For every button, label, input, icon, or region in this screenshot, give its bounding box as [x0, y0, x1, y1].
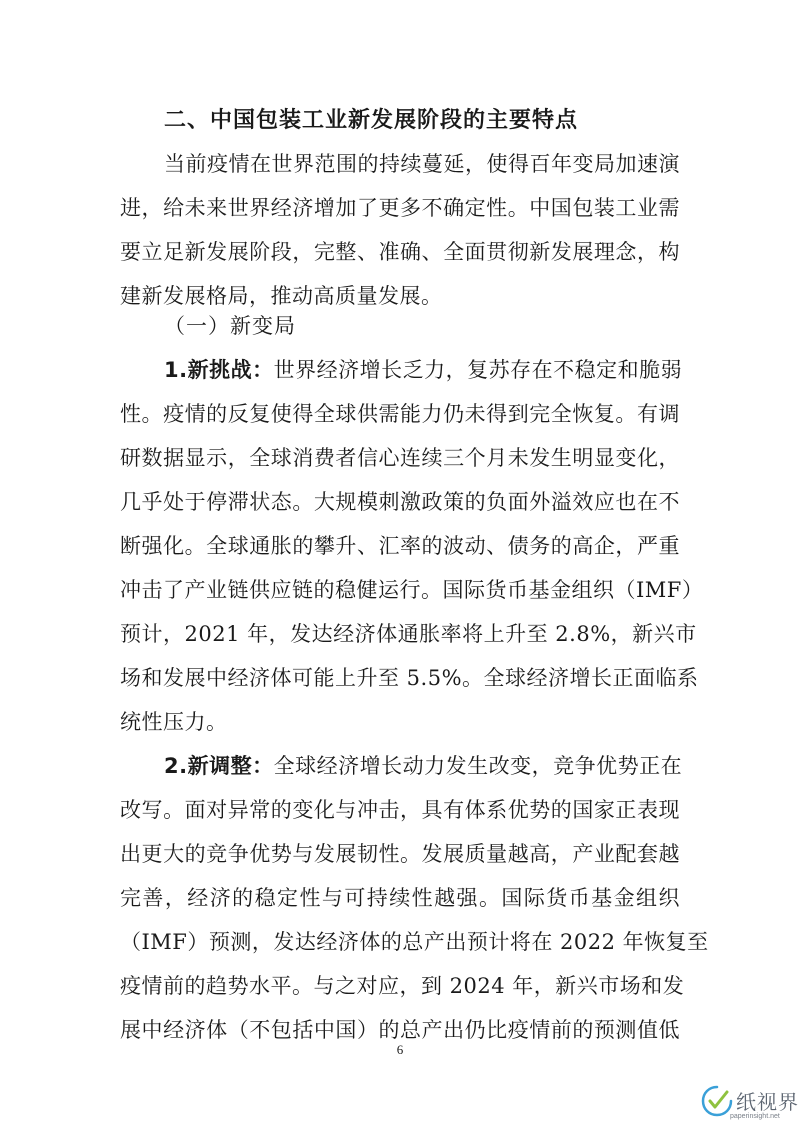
item1-line-2: 性。疫情的反复使得全球供需能力仍未得到完全恢复。有调 [120, 402, 680, 426]
item2-line-3: 出更大的竞争优势与发展韧性。发展质量越高，产业配套越 [120, 842, 680, 866]
item2-first-line-text: 全球经济增长动力发生改变，竞争优势正在 [273, 754, 683, 778]
item1-first-line [164, 356, 683, 384]
watermark-logo [700, 1082, 799, 1126]
item2-line-6: 疫情前的趋势水平。与之对应，到 2024 年，新兴市场和发 [120, 974, 685, 998]
item2-line-2: 改写。面对异常的变化与冲击，具有体系优势的国家正表现 [120, 798, 680, 822]
item1-first-line-text: 世界经济增长乏力，复苏存在不稳定和脆弱 [273, 358, 683, 382]
watermark-text: 纸视界 [736, 1090, 799, 1114]
paperinsight-logo-icon [700, 1084, 734, 1118]
intro-line-1: 当前疫情在世界范围的持续蔓延，使得百年变局加速演 [164, 152, 680, 176]
item2-line-5: （IMF）预测，发达经济体的总产出预计将在 2022 年恢复至 [120, 930, 709, 954]
intro-line-2: 进，给未来世界经济增加了更多不确定性。中国包装工业需 [120, 196, 680, 220]
item1-line-5: 断强化。全球通胀的攀升、汇率的波动、债务的高企，严重 [120, 534, 680, 558]
subheading: （一）新变局 [164, 314, 296, 338]
item1-label: 1.新挑战： [164, 358, 274, 382]
watermark-url: paperinsight.net [730, 1113, 780, 1120]
item1-line-9: 统性压力。 [120, 710, 228, 734]
item2-first-line [164, 752, 683, 780]
intro-line-3: 要立足新发展阶段，完整、准确、全面贯彻新发展理念，构 [120, 240, 680, 264]
section-heading: 二、中国包装工业新发展阶段的主要特点 [164, 108, 579, 133]
item1-line-7: 预计，2021 年，发达经济体通胀率将上升至 2.8%，新兴市 [120, 622, 697, 646]
item1-line-4: 几乎处于停滞状态。大规模刺激政策的负面外溢效应也在不 [120, 490, 680, 514]
item2-label: 2.新调整： [164, 754, 274, 778]
intro-line-4: 建新发展格局，推动高质量发展。 [120, 284, 443, 308]
item1-line-6: 冲击了产业链供应链的稳健运行。国际货币基金组织（IMF） [120, 578, 704, 602]
item1-line-8: 场和发展中经济体可能上升至 5.5%。全球经济增长正面临系 [120, 666, 699, 690]
item2-line-4: 完善，经济的稳定性与可持续性越强。国际货币基金组织 [120, 886, 680, 910]
page-number: 6 [396, 1042, 404, 1057]
item2-line-7: 展中经济体（不包括中国）的总产出仍比疫情前的预测值低 [120, 1018, 680, 1042]
item1-line-3: 研数据显示，全球消费者信心连续三个月未发生明显变化， [120, 446, 680, 470]
